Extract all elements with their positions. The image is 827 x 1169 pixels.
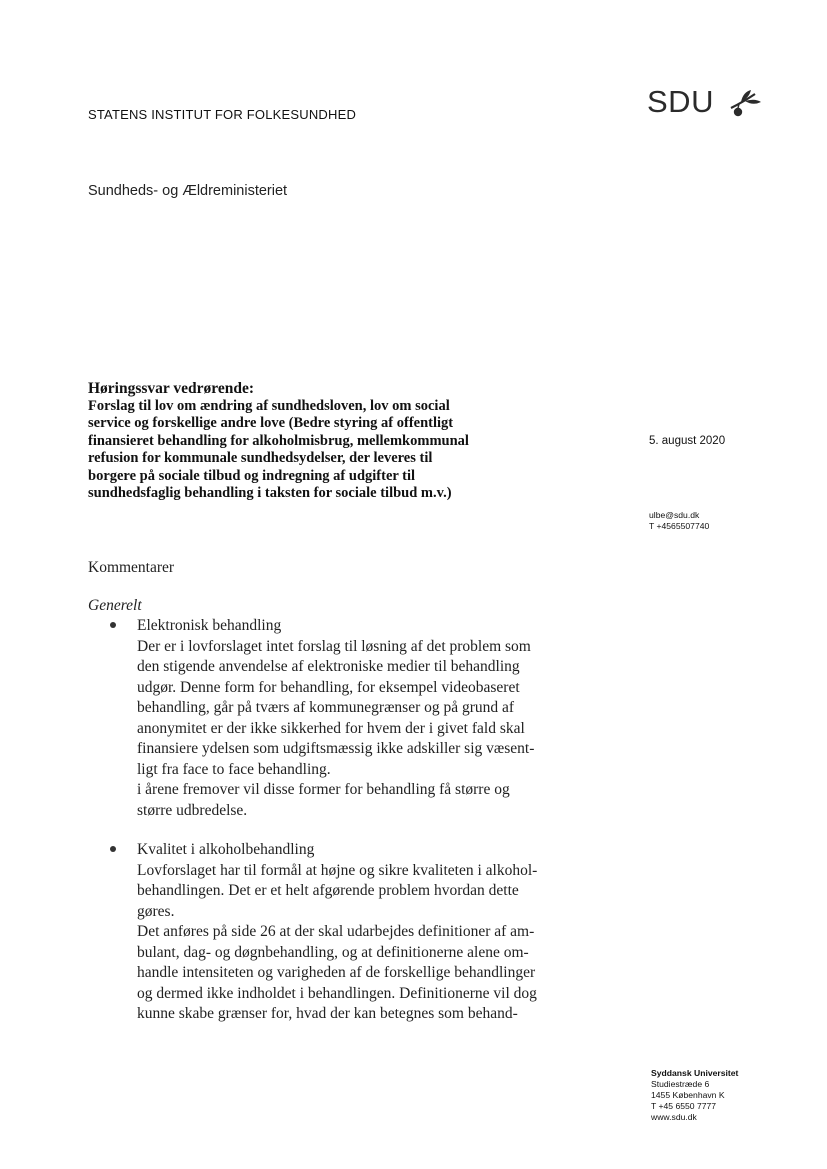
footer-web: www.sdu.dk: [651, 1112, 697, 1122]
body-line: Lovforslaget har til formål at højne og sikre kvaliteten i alkohol-: [137, 861, 538, 879]
footer-city: 1455 København K: [651, 1090, 725, 1100]
body-line: udgør. Denne form for behandling, for eksempel videobaseret: [137, 678, 520, 696]
section-body: [137, 861, 537, 1025]
section-body: [137, 637, 534, 822]
subject-line: sundhedsfaglig behandling i taksten for sociale tilbud m.v.): [88, 485, 452, 501]
footer-street: Studiestræde 6: [651, 1079, 710, 1089]
comments-heading: Kommentarer: [88, 559, 175, 576]
footer-phone: T +45 6550 7777: [651, 1101, 717, 1111]
contact-phone: T +4565507740: [649, 521, 710, 531]
subject-line: borgere på sociale tilbud og indregning af udgifter til: [88, 467, 416, 484]
subject-heading: Høringssvar vedrørende:: [88, 380, 255, 397]
body-line: og dermed ikke indholdet i behandlingen. Definitionerne vil dog: [137, 984, 537, 1002]
section-title: Elektronisk behandling: [137, 617, 282, 634]
letter-date: 5. august 2020: [649, 435, 726, 447]
body-line: kunne skabe grænser for, hvad der kan betegnes som behand-: [137, 1005, 518, 1022]
body-line: ligt fra face to face behandling.: [137, 760, 331, 778]
body-line: større udbredelse.: [137, 801, 248, 819]
body-line: Det anføres på side 26 at der skal udarbejdes definitioner af am-: [137, 923, 535, 940]
subject-line: Forslag til lov om ændring af sundhedsloven, lov om social: [88, 397, 450, 414]
general-heading: Generelt: [88, 597, 142, 614]
subject-line: finansieret behandling for alkoholmisbrug, mellemkommunal: [88, 432, 469, 449]
body-line: handle intensiteten og varigheden af de forskellige behandlinger: [137, 964, 536, 981]
subject-line: refusion for kommunale sundhedsydelser, der leveres til: [88, 450, 433, 466]
institute-name: STATENS INSTITUT FOR FOLKESUNDHED: [88, 107, 357, 122]
comment-section-quality: [110, 840, 590, 1030]
bullet-icon: [110, 846, 116, 852]
body-line: behandling, går på tværs af kommunegrænser og på grund af: [137, 699, 515, 716]
body-line: finansiere ydelsen som udgiftsmæssig ikke adskiller sig væsent-: [137, 740, 535, 757]
sdu-logo-text: SDU: [647, 84, 714, 119]
body-line: anonymitet er der ikke sikkerhed for hvem der i givet fald skal: [137, 719, 525, 737]
comment-section-electronic: [110, 616, 590, 826]
body-line: behandlingen. Det er et helt afgørende problem hvordan dette: [137, 882, 519, 899]
body-line: gøres.: [137, 902, 175, 920]
body-line: bulant, dag- og døgnbehandling, og at definitionerne alene om-: [137, 943, 529, 961]
body-line: i årene fremover vil disse former for behandling få større og: [137, 781, 510, 798]
sdu-logo: [647, 84, 767, 120]
body-line: den stigende anvendelse af elektroniske medier til behandling: [137, 658, 520, 675]
bullet-icon: [110, 622, 116, 628]
contact-email: ulbe@sdu.dk: [649, 510, 700, 520]
subject-line: service og forskellige andre love (Bedre styring af offentligt: [88, 415, 454, 431]
section-title: Kvalitet i alkoholbehandling: [137, 841, 315, 858]
sdu-branch-icon: [727, 84, 763, 120]
body-line: Der er i lovforslaget intet forslag til løsning af det problem som: [137, 637, 531, 655]
recipient: Sundheds- og Ældreministeriet: [88, 183, 288, 199]
contact-block: [649, 510, 709, 532]
subject-block: [88, 380, 528, 503]
footer-address: [651, 1068, 738, 1123]
footer-university: Syddansk Universitet: [651, 1068, 739, 1078]
